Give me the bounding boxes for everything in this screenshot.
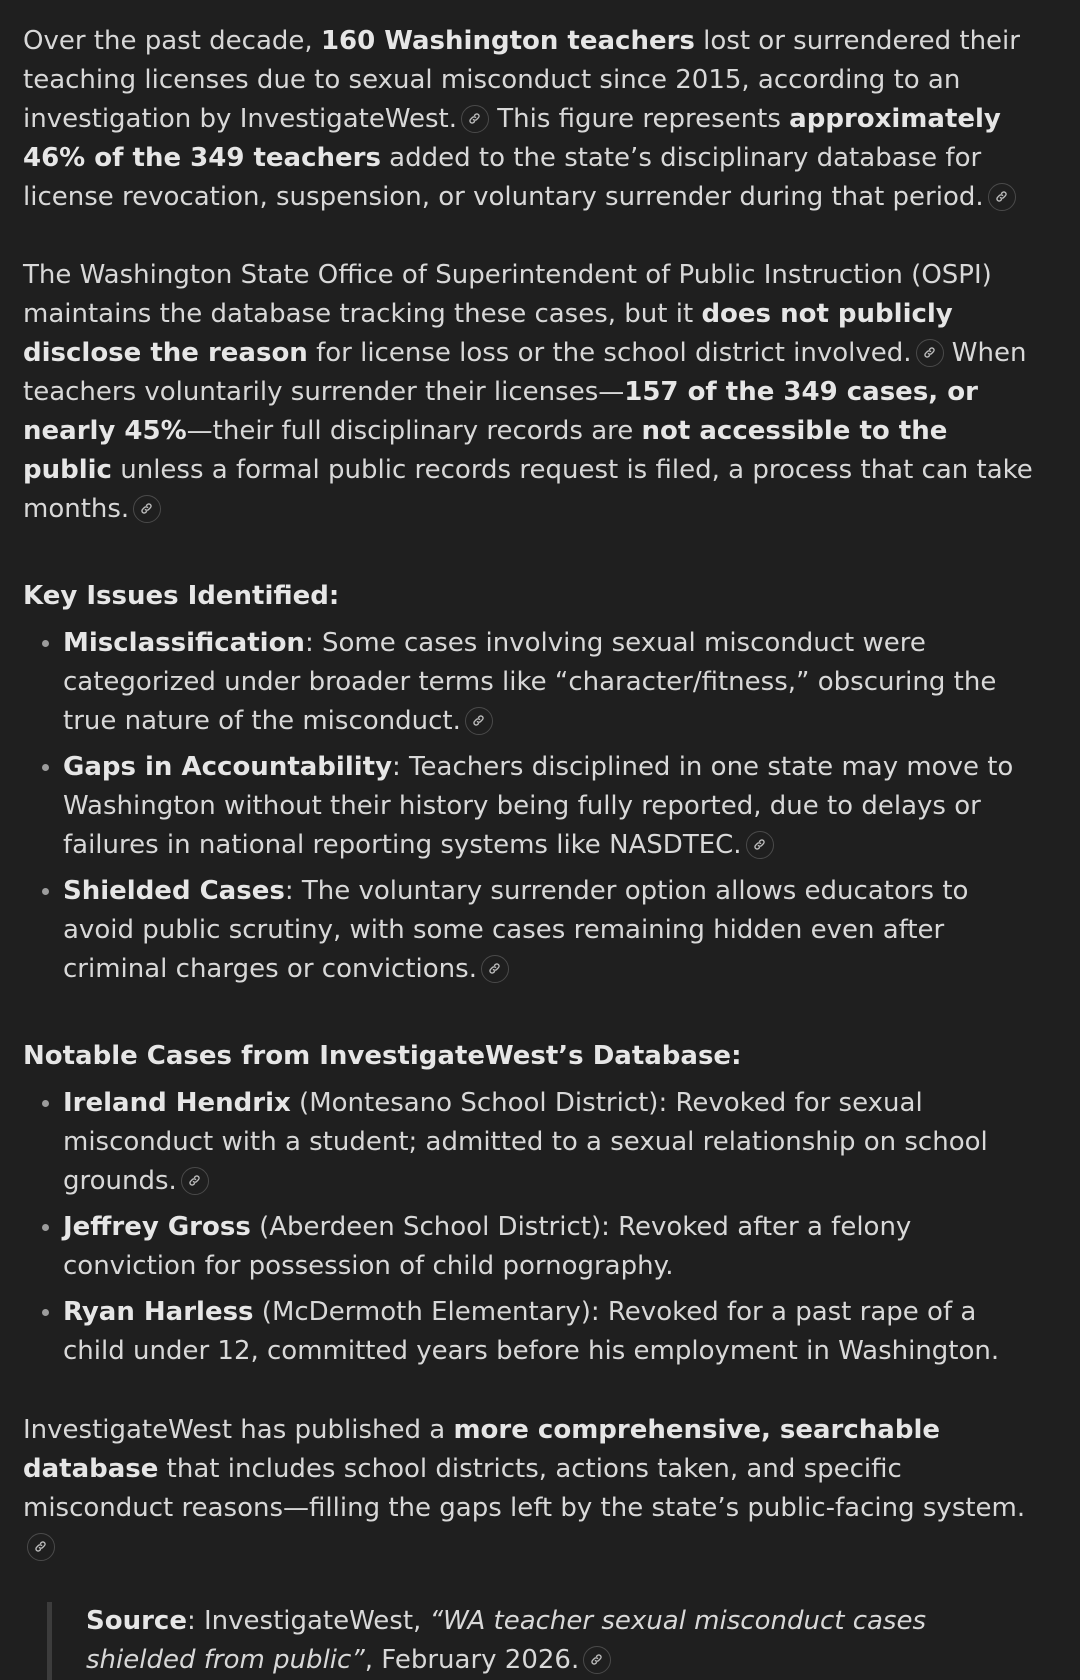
citation-link-icon[interactable] <box>133 495 161 523</box>
bold-46-percent: approximately 46% of the 349 teachers <box>23 104 1001 173</box>
list-item: Ryan Harless (McDermoth Elementary): Revoked for a past rape of a child under 12, committed years before his employment in Washington. <box>63 1293 1039 1371</box>
citation-link-icon[interactable] <box>746 831 774 859</box>
citation-link-icon[interactable] <box>988 183 1016 211</box>
list-item: Shielded Cases: The voluntary surrender option allows educators to avoid public scrutiny, with some cases remaining hidden even after criminal charges or convictions. <box>63 872 1039 989</box>
citation-link-icon[interactable] <box>916 339 944 367</box>
list-item: Gaps in Accountability: Teachers disciplined in one state may move to Washington without their history being fully reported, due to delays or failures in national reporting systems like NASDTEC. <box>63 748 1039 865</box>
key-issues-list <box>23 624 1039 989</box>
notable-cases-heading: Notable Cases from InvestigateWest’s Database: <box>23 1041 742 1071</box>
citation-link-icon[interactable] <box>465 707 493 735</box>
notable-cases-list <box>23 1084 1039 1371</box>
citation-link-icon[interactable] <box>481 955 509 983</box>
citation-link-icon[interactable] <box>461 105 489 133</box>
list-item: Misclassification: Some cases involving sexual misconduct were categorized under broader terms like “character/fitness,” obscuring the true nature of the misconduct. <box>63 624 1039 741</box>
key-issues-heading: Key Issues Identified: <box>23 581 340 611</box>
citation-link-icon[interactable] <box>181 1167 209 1195</box>
source-article-title: “WA teacher sexual misconduct cases shielded from public” <box>86 1606 927 1675</box>
paragraph-summary: Over the past decade, 160 Washington teachers lost or surrendered their teaching licenses due to sexual misconduct since 2015, according to an investigation by InvestigateWest. This figure represents approximately 46% of the 349 teachers added to the state’s disciplinary database for license revocation, suspension, or voluntary surrender during that period. <box>23 26 1020 212</box>
list-item: Jeffrey Gross (Aberdeen School District): Revoked after a felony conviction for possession of child pornography. <box>63 1208 1039 1286</box>
response-content <box>23 22 1039 1680</box>
paragraph-ospi: The Washington State Office of Superintendent of Public Instruction (OSPI) maintains the database tracking these cases, but it does not publicly disclose the reason for license loss or the school district involved. When teachers voluntarily surrender their licenses—157 of the 349 cases, or nearly 45%—their full disciplinary records are not accessible to the public unless a formal public records request is filed, a process that can take months. <box>23 260 1033 524</box>
citation-link-icon[interactable] <box>583 1646 611 1674</box>
citation-link-icon[interactable] <box>27 1533 55 1561</box>
source-blockquote: Source: InvestigateWest, “WA teacher sexual misconduct cases shielded from public”, February 2026. <box>47 1602 1039 1680</box>
paragraph-database: InvestigateWest has published a more comprehensive, searchable database that includes school districts, actions taken, and specific misconduct reasons—filling the gaps left by the state’s public-facing system. <box>23 1411 1039 1567</box>
list-item: Ireland Hendrix (Montesano School District): Revoked for sexual misconduct with a student; admitted to a sexual relationship on school grounds. <box>63 1084 1039 1201</box>
bold-160-teachers: 160 Washington teachers <box>320 26 695 56</box>
